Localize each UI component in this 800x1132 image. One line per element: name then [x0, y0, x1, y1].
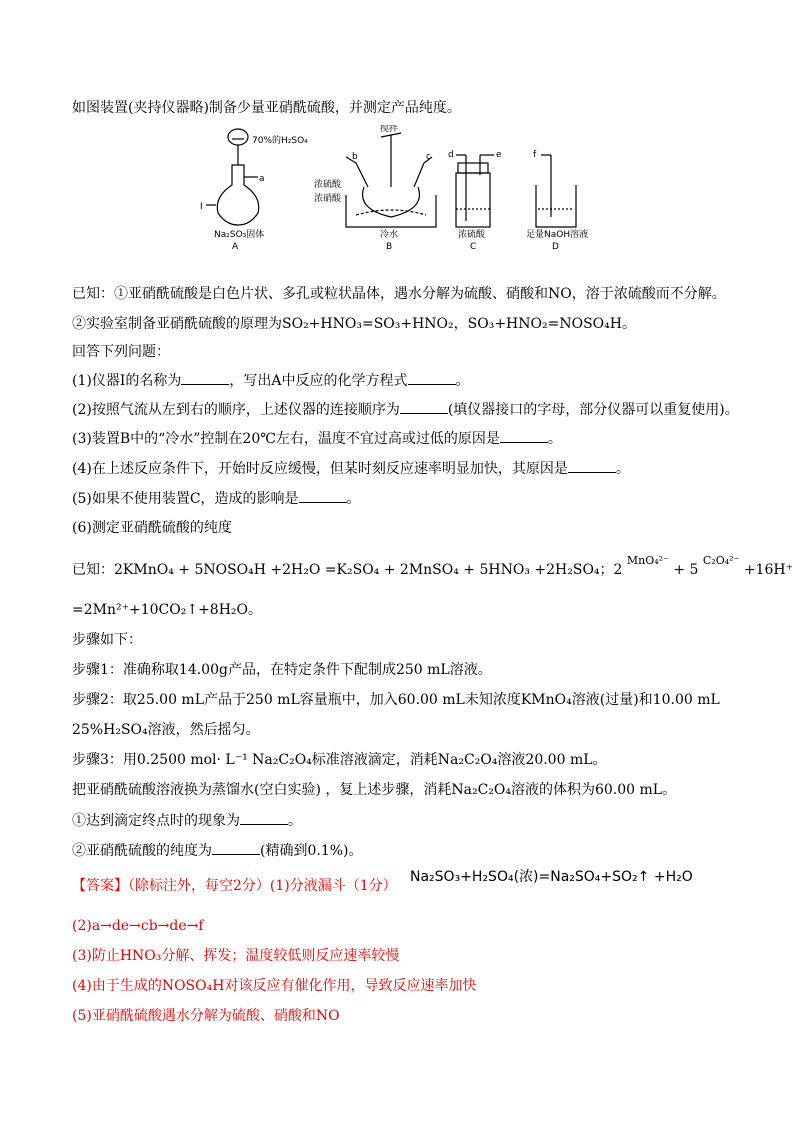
- steps-title: 步骤如下：: [72, 632, 142, 648]
- svg-text:f: f: [533, 150, 537, 160]
- question-2: (2)按照气流从左到右的顺序，上述仪器的连接顺序为 (填仪器接口的字母，部分仪器可以重复使用)。: [72, 399, 739, 420]
- answer-2: (2)a→de→cb→de→f: [72, 918, 204, 934]
- answer-head: 【答案】（除标注外，每空2分）(1)分液漏斗（1分）: [72, 878, 397, 894]
- svg-text:d: d: [448, 150, 454, 160]
- intro-text: 如图装置(夹持仪器略)制备少量亚硝酰硫酸，并测定产品纯度。: [72, 100, 461, 116]
- blank: [400, 399, 448, 414]
- label-a-acid: 70%的H₂SO₄: [252, 136, 308, 146]
- blank: [299, 488, 347, 503]
- svg-text:a: a: [259, 174, 265, 184]
- svg-text:e: e: [496, 150, 502, 160]
- answer-4: (4)由于生成的NOSO₄H对该反应有催化作用，导致反应速率加快: [72, 978, 477, 994]
- svg-text:B: B: [386, 242, 393, 252]
- answer-5: (5)亚硝酰硫酸遇水分解为硫酸、硝酸和NO: [72, 1008, 340, 1024]
- svg-text:I: I: [200, 202, 203, 212]
- svg-text:搅拌: 搅拌: [380, 125, 399, 134]
- svg-text:浓硫酸: 浓硫酸: [458, 230, 486, 240]
- answer-3: (3)防止HNO₃分解、挥发；温度较低则反应速率较慢: [72, 948, 400, 964]
- blank: [408, 370, 456, 385]
- step-2b: 25%H₂SO₄溶液，然后摇匀。: [72, 722, 260, 738]
- question-6: (6)测定亚硝酰硫酸的纯度: [72, 520, 232, 536]
- answer-prompt: 回答下列问题：: [72, 344, 170, 360]
- blank: [568, 458, 616, 473]
- svg-text:C: C: [470, 242, 477, 252]
- svg-text:浓硝酸: 浓硝酸: [314, 194, 342, 204]
- question-3: (3)装置B中的“冷水”控制在20℃左右，温度不宜过高或过低的原因是 。: [72, 428, 562, 449]
- svg-text:Na₂SO₃固体: Na₂SO₃固体: [214, 230, 265, 240]
- blank: [240, 810, 288, 825]
- blank: [212, 840, 260, 855]
- svg-text:b: b: [352, 152, 358, 162]
- question-4: (4)在上述反应条件下，开始时反应缓慢，但某时刻反应速率明显加快，其原因是 。: [72, 458, 630, 479]
- known-3-cont: =2Mn²⁺+10CO₂↑+8H₂O。: [72, 602, 263, 618]
- svg-text:浓硫酸: 浓硫酸: [314, 180, 342, 190]
- blank: [500, 428, 548, 443]
- answer-equation: Na₂SO₃+H₂SO₄(浓)=Na₂SO₄+SO₂↑ +H₂O: [410, 869, 693, 885]
- question-1: (1)仪器I的名称为 ，写出A中反应的化学方程式 。: [72, 370, 470, 391]
- svg-text:A: A: [232, 242, 239, 252]
- question-5: (5)如果不使用装置C，造成的影响是 。: [72, 488, 361, 509]
- sub-question-2: ②亚硝酰硫酸的纯度为 (精确到0.1%)。: [72, 840, 363, 861]
- step-2a: 步骤2：取25.00 mL产品于250 mL容量瓶中，加入60.00 mL未知浓度KMnO₄溶液(过量)和10.00 mL: [72, 692, 720, 708]
- svg-text:D: D: [552, 242, 559, 252]
- known-3: 已知：2KMnO₄ + 5NOSO₄H +2H₂O =K₂SO₄ + 2MnSO₄ + 5HNO₃ +2H₂SO₄；2 $^{MnO_4^{2-}}$ + 5 $^{C_2O_4^{2-}}$ +16H⁺: [72, 554, 793, 578]
- sub-question-1: ①达到滴定终点时的现象为 。: [72, 810, 302, 831]
- step-3: 步骤3：用0.2500 mol· L⁻¹ Na₂C₂O₄标准溶液滴定，消耗Na₂C₂O₄溶液20.00 mL。: [72, 752, 607, 768]
- blank: [181, 370, 229, 385]
- svg-text:冷水: 冷水: [380, 230, 399, 240]
- known-1: 已知：①亚硝酰硫酸是白色片状、多孔或粒状晶体，遇水分解为硫酸、硝酸和NO，溶于浓硫酸而不分解。: [72, 286, 726, 302]
- svg-text:足量NaOH溶液: 足量NaOH溶液: [526, 230, 589, 240]
- step-1: 步骤1：准确称取14.00g产品，在特定条件下配制成250 mL溶液。: [72, 662, 492, 678]
- blank-experiment: 把亚硝酰硫酸溶液换为蒸馏水(空白实验) ，复上述步骤，消耗Na₂C₂O₄溶液的体积为60.00 mL。: [72, 782, 677, 798]
- known-2: ②实验室制备亚硝酰硫酸的原理为SO₂+HNO₃=SO₃+HNO₂，SO₃+HNO₂=NOSO₄H。: [72, 316, 636, 332]
- apparatus-figure: [196, 125, 616, 255]
- svg-text:c: c: [426, 152, 431, 162]
